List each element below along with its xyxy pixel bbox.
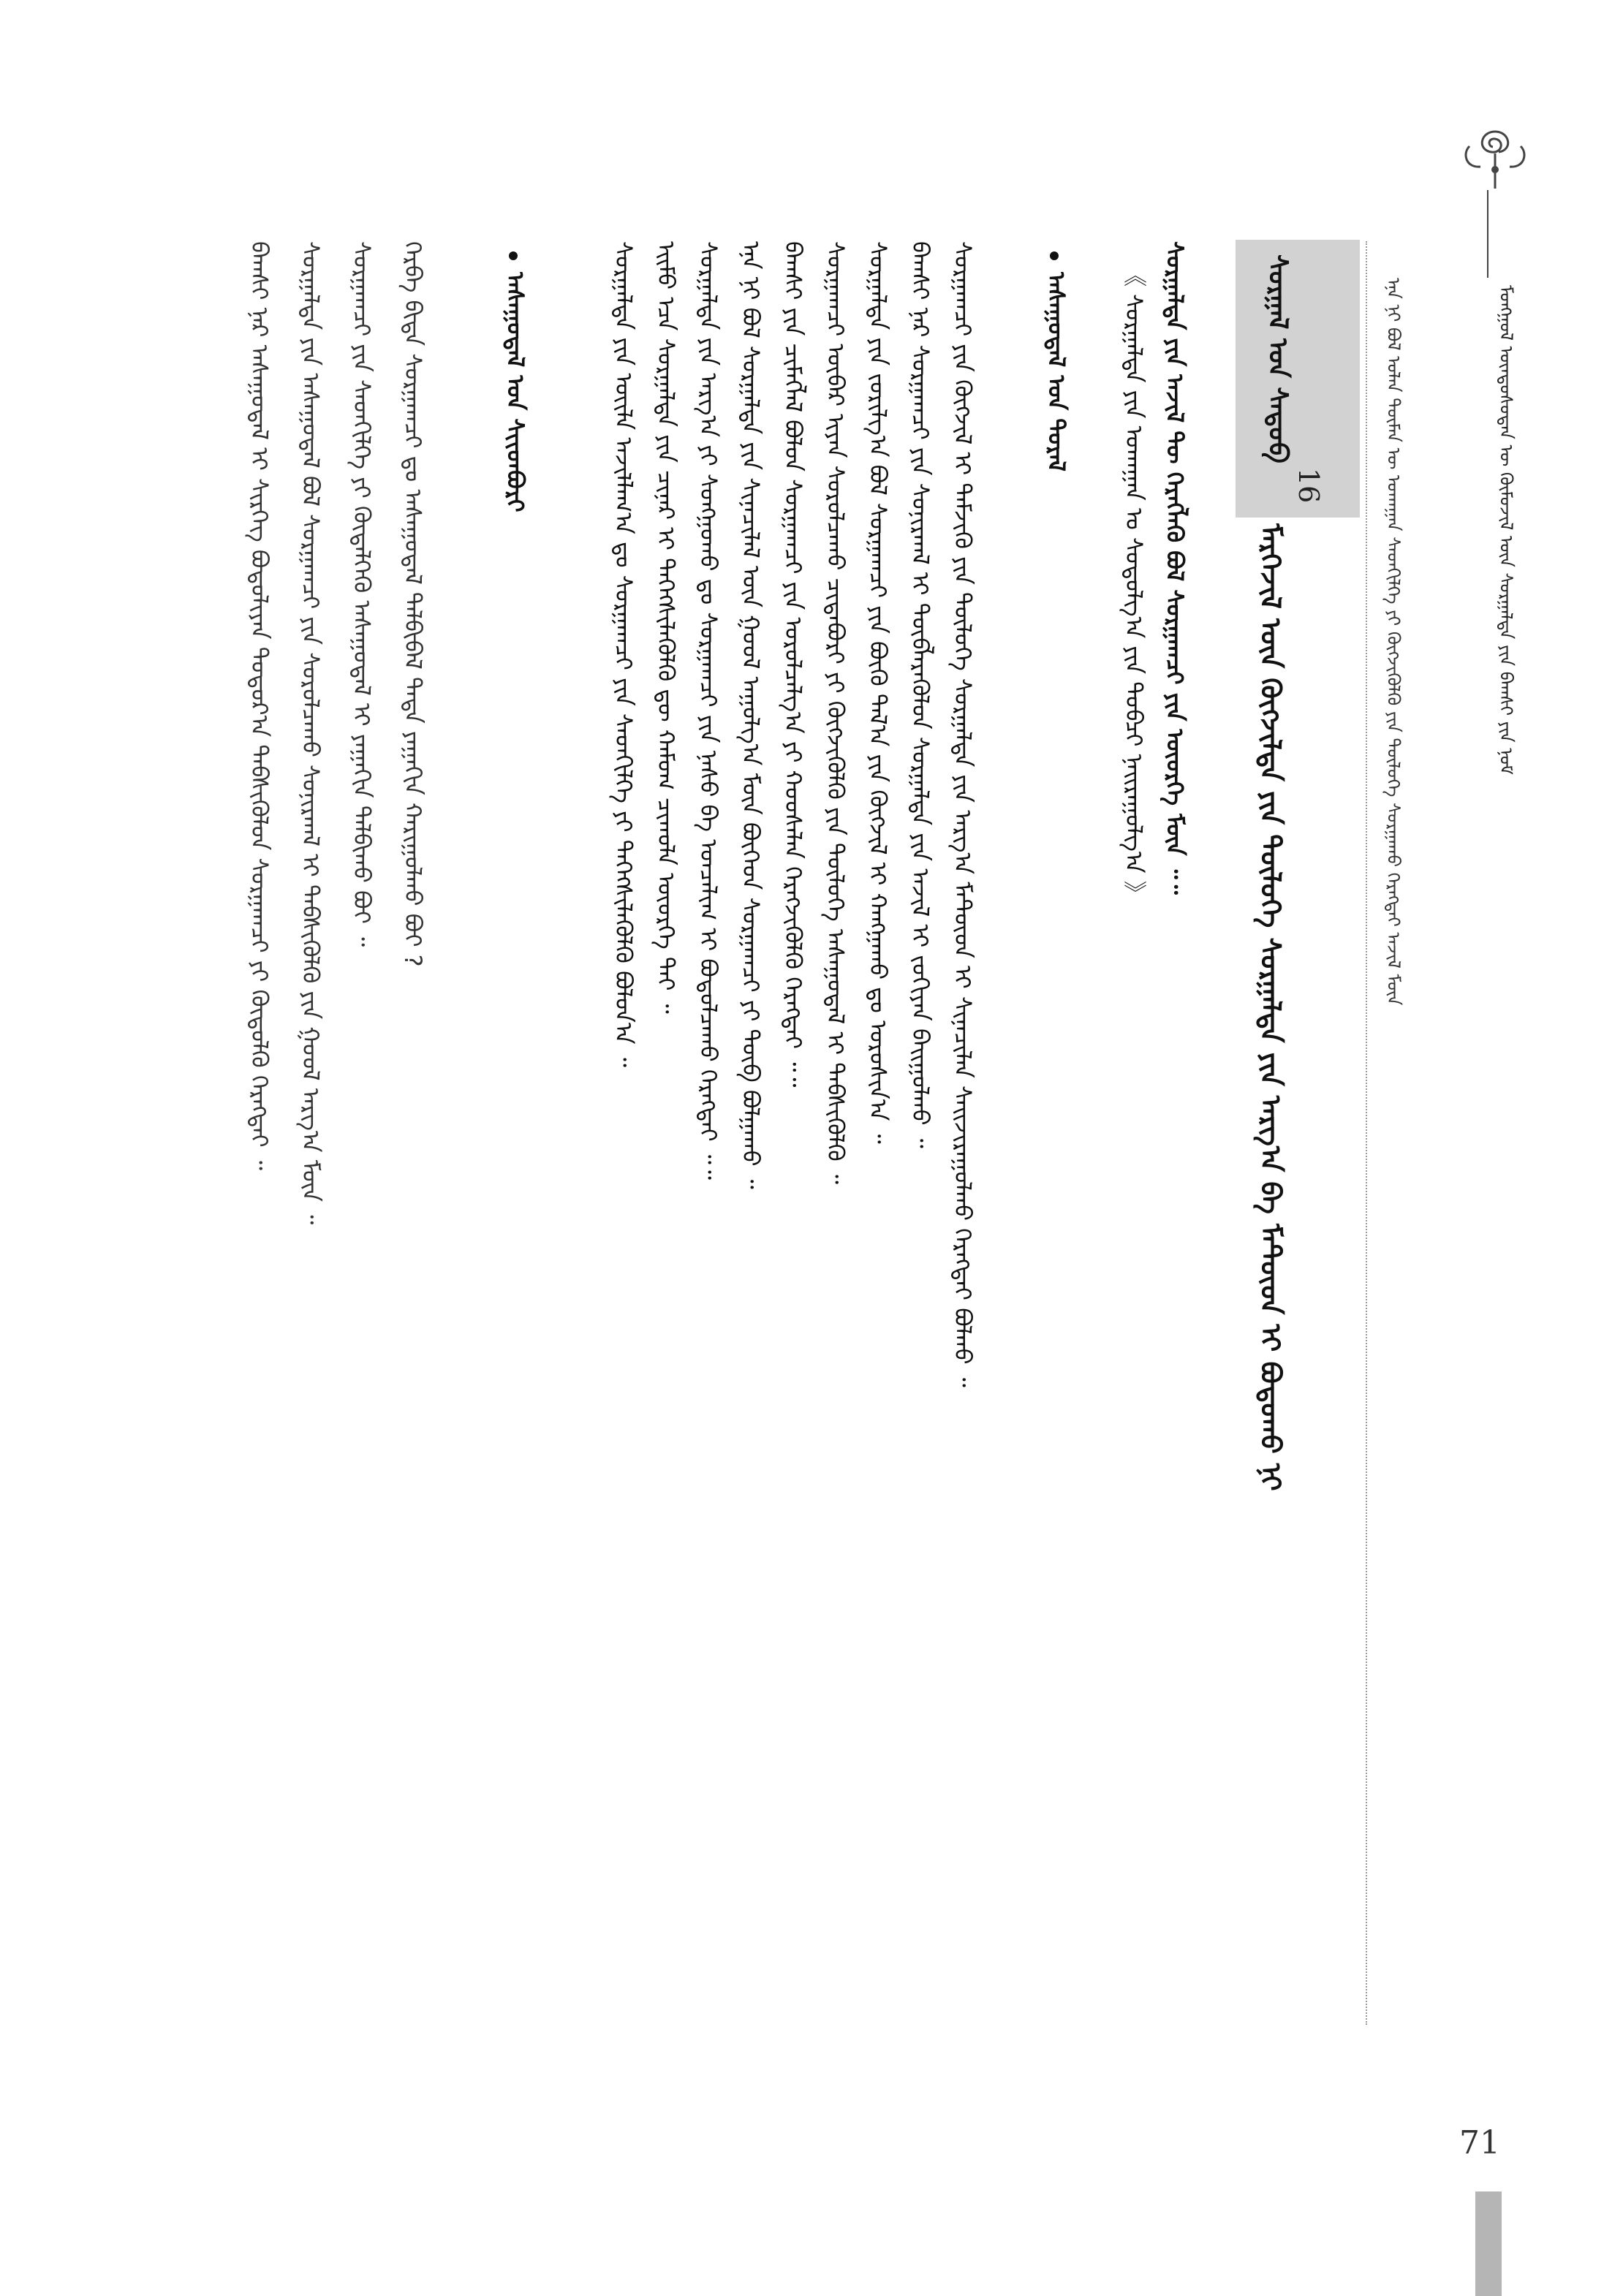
marginal-column: ᠡᠨᠡ ᠨᠢ ᠪᠣᠯ ᠣᠯᠠᠨ ᠲᠦᠮᠡᠨ ᠦ ᠤᠬᠠᠭᠠᠨ ᠰᠡᠳᠬᠢᠯᠭᠡ ᠶᠢ ᠬᠥᠭᠵᠢᠭᠦᠯᠬᠦ ᠶᠢᠨ ᠲᠥᠯᠥᠭᠡ ᠰᠤᠷᠭᠠᠬᠤ ᠬᠡᠷᠡᠭᠲᠡᠢ ᠠᠵᠢᠯ ᠮᠥᠨ xyxy=(1383,278,1404,1006)
body-line: ᠰᠤᠷᠭᠠᠯᠲᠠ ᠶᠢᠨ ᠵᠣᠷᠢᠯᠭ᠎ᠠ ᠪᠣᠯ ᠰᠤᠷᠭᠠᠭᠴᠢ ᠶᠢᠨ ᠪᠦᠬᠦ ᠲᠠᠯ᠎ᠠ ᠶᠢᠨ ᠬᠥᠭᠵᠢᠯ ᠢ ᠬᠠᠩᠭᠠᠬᠤ ᠳᠤ ᠣᠷᠣᠰᠢᠨ᠎ᠠ ᠃ xyxy=(864,241,892,1144)
body-line: ᠡᠢᠮᠦ ᠡᠴᠡ ᠰᠤᠷᠭᠠᠯᠲᠠ ᠶᠢᠨ ᠴᠢᠨᠠᠷ ᠢ ᠳᠡᠭᠡᠭᠰᠢᠯᠡᠭᠦᠯᠬᠦ ᠳᠦ ᠬᠠᠮᠤᠭ ᠴᠢᠬᠤᠯᠠ ᠦᠦᠷᠭᠡ ᠲᠠᠢ ᠃ xyxy=(652,241,680,1014)
subheading-bullet xyxy=(509,251,518,260)
body-line: ᠰᠤᠷᠭᠠᠭᠴᠢ ᠥᠪᠡᠷ ᠢᠶᠡᠨ ᠰᠤᠷᠤᠯᠴᠠᠬᠤ ᠴᠢᠳᠠᠪᠤᠷᠢ ᠶᠢ ᠬᠥᠭᠵᠢᠭᠦᠯᠬᠦ ᠶᠢᠨ ᠲᠥᠯᠥᠭᠡ ᠠᠰᠠᠭᠤᠳᠠᠯ ᠢ ᠳᠡᠪᠰᠢᠭᠦᠯᠬᠦ ᠃ xyxy=(822,241,850,1184)
body-line: ᠰᠤᠷᠭᠠᠯᠲᠠ ᠶᠢᠨ ᠠᠷᠭ᠎ᠠ ᠶᠢ ᠰᠣᠩᠭᠣᠬᠤ ᠳᠤ ᠰᠤᠷᠭᠠᠭᠴᠢ ᠶᠢᠨ ᠨᠠᠰᠤ ᠪᠠ ᠣᠨᠴᠠᠯᠢᠭ ᠢ ᠪᠣᠳᠣᠯᠴᠠᠬᠤ ᠬᠡᠷᠡᠭᠲᠡᠢ ᠃᠃ xyxy=(695,241,722,1180)
body-line: ᠰᠤᠷᠭᠠᠭᠴᠢ ᠶᠢᠨ ᠬᠥᠭᠵᠢᠯ ᠢ ᠳᠡᠮᠵᠢᠬᠦ ᠶᠢᠨ ᠲᠥᠯᠥᠭᠡ ᠰᠤᠷᠭᠠᠯᠲᠠ ᠶᠢᠨ ᠠᠷᠭ᠎ᠠ ᠮᠡᠲ᠋ᠦ᠋ᠳ ᠢ ᠰᠢᠨᠡᠴᠢᠯᠡᠨ ᠰᠠᠢᠵᠢᠷᠠᠭᠤᠯᠬᠤ ᠬᠡᠷᠡᠭᠲᠡᠢ ᠪᠣᠯᠬᠤ ᠃ xyxy=(949,241,977,1387)
header-ornament xyxy=(1455,124,1535,190)
page-number: 71 xyxy=(1459,2124,1500,2162)
subheading-second: ᠠᠰᠠᠭᠤᠳᠠᠯ ᠤᠨ ᠰᠢᠢᠳᠪᠦᠷᠢ xyxy=(502,272,529,512)
side-tab xyxy=(1475,2191,1502,2296)
body-line: ᠡᠨᠡ ᠨᠢ ᠪᠣᠯ ᠰᠤᠷᠭᠠᠯᠲᠠ ᠶᠢᠨ ᠰᠢᠨᠡᠴᠢᠯᠡᠯ ᠦᠨ ᠭᠣᠣᠯ ᠠᠭᠤᠯᠭ᠎ᠠ ᠮᠥᠨ ᠪᠥᠭᠡᠳ ᠰᠤᠷᠭᠠᠭᠴᠢ ᠶᠢ ᠲᠥᠪ ᠪᠣᠯᠭᠠᠬᠤ ᠃ xyxy=(737,241,765,1189)
subheading-bullet xyxy=(1050,251,1059,260)
subheading-first: ᠠᠰᠠᠭᠤᠳᠠᠯ ᠤᠨ ᠳᠤᠷᠠᠯ xyxy=(1043,272,1070,472)
section-number: 16 xyxy=(1293,468,1325,504)
column-divider xyxy=(1366,241,1367,2025)
running-header: ᠮᠣᠩᠭᠣᠯ ᠦᠨᠳᠦᠰᠦᠲᠡᠨ ᠦ ᠬᠦᠮᠦᠵᠢᠯ ᠦᠨ ᠰᠤᠷᠭᠠᠯᠲᠠ ᠶᠢᠨ ᠪᠠᠭᠰᠢ ᠶᠢᠨ ᠨᠣᠮ xyxy=(1496,285,1516,775)
body-line: ᠪᠠᠭᠰᠢ ᠶᠢᠨ ᠴᠢᠮᠡᠭᠯᠡᠯ ᠪᠣᠯᠤᠨ ᠰᠤᠷᠭᠠᠭᠴᠢ ᠶᠢᠨ ᠣᠷᠣᠯᠴᠠᠯᠭ᠎ᠠ ᠶᠢ ᠬᠣᠣᠰᠠᠯᠠᠨ ᠬᠡᠷᠡᠭᠵᠢᠭᠦᠯᠬᠦ ᠬᠡᠷᠡᠭᠲᠡᠢ ᠃᠃ xyxy=(779,241,807,1088)
question-line: ᠬᠡᠷᠪᠡ ᠪᠢᠳᠡ ᠰᠤᠷᠭᠠᠭᠴᠢ ᠳᠤ ᠠᠰᠠᠭᠤᠳᠠᠯ ᠲᠠᠯᠪᠢᠪᠠᠯ ᠲᠡᠳᠡ ᠶᠠᠭᠠᠬᠢᠨ ᠬᠠᠷᠢᠭᠤᠯᠬᠤ ᠪᠤᠢ ? xyxy=(399,241,427,967)
section-subtitle: ᠰᠤᠷᠭᠠᠯᠲᠠ ᠶᠢᠨ ᠠᠵᠢᠯ ᠲᠦ ᠬᠡᠷᠡᠭᠯᠡᠬᠦ ᠪᠣᠯ ᠰᠤᠷᠭᠠᠭᠴᠢ ᠶᠢᠨ ᠦᠦᠷᠭᠡ ᠮᠥᠨ ᠃᠃ xyxy=(1161,241,1189,895)
question-line: ᠰᠤᠷᠭᠠᠭᠴᠢ ᠶᠢᠨ ᠰᠡᠳᠬᠢᠯᠭᠡ ᠶᠢ ᠬᠥᠳᠡᠯᠭᠡᠬᠦ ᠠᠰᠠᠭᠤᠳᠠᠯ ᠢ ᠶᠠᠭᠠᠬᠢᠨ ᠲᠠᠯᠪᠢᠬᠤ ᠪᠤᠢ ᠃ xyxy=(348,241,376,947)
header-ornament-line xyxy=(1487,190,1488,278)
section-title: ᠮᠡᠷᠭᠡᠵᠢᠯ ᠦᠨ ᠬᠥᠭᠵᠢᠯᠲᠡ ᠶᠢᠨ ᠲᠥᠯᠥᠭᠡ ᠰᠤᠷᠭᠠᠯᠲᠠ ᠶᠢᠨ ᠠᠷᠭ᠎ᠠ ᠪᠠ ᠮᠡᠲ᠋ᠦ᠋ᠳ ᠢ ᠪᠣᠳᠣᠬᠤ ᠨᠢ xyxy=(1255,523,1287,1491)
body-line: ᠪᠠᠭᠰᠢ ᠨᠠᠷ ᠰᠤᠷᠭᠠᠭᠴᠢ ᠶᠢᠨ ᠰᠣᠨᠢᠷᠬᠠᠯ ᠢ ᠲᠥᠪᠯᠡᠷᠡᠭᠦᠯᠦᠨ ᠰᠤᠷᠭᠠᠯᠲᠠ ᠶᠢᠨ ᠠᠵᠢᠯ ᠢ ᠵᠣᠬᠢᠶᠠᠨ ᠪᠠᠢᠭᠤᠯᠬᠤ ᠃ xyxy=(907,241,934,1148)
section-label: ᠰᠤᠷᠭᠠᠯ ᠤᠨ ᠰᠡᠳᠦᠪ xyxy=(1263,254,1293,463)
section-quote: 《 ᠰᠤᠷᠭᠠᠯᠲᠠ ᠶᠢᠨ ᠤᠬᠠᠭᠠᠨ ᠤ ᠰᠤᠳᠤᠯᠭ᠎ᠠ ᠶᠢᠨ ᠲᠣᠪᠴᠢ ᠨᠠᠢᠷᠠᠭᠤᠯᠭ᠎ᠠ 》 xyxy=(1120,263,1148,904)
question-line: ᠰᠤᠷᠭᠠᠯᠲᠠ ᠶᠢᠨ ᠠᠰᠠᠭᠤᠳᠠᠯ ᠪᠣᠯ ᠰᠤᠷᠭᠠᠭᠴᠢ ᠶᠢᠨ ᠰᠤᠷᠤᠯᠴᠠᠬᠤ ᠰᠣᠨᠢᠷᠬᠠᠯ ᠢ ᠳᠡᠪᠰᠢᠭᠦᠯᠬᠦ ᠶᠢᠨ ᠭᠣᠣᠯ ᠠᠷᠭ᠎ᠠ ᠮᠥᠨ ᠃ xyxy=(297,241,325,1225)
body-line: ᠰᠤᠷᠭᠠᠯᠲᠠ ᠶᠢᠨ ᠦᠢᠯᠡ ᠠᠵᠢᠯᠯᠠᠭ᠎ᠠ ᠳᠤ ᠰᠤᠷᠭᠠᠭᠴᠢ ᠶᠢᠨ ᠰᠡᠳᠬᠢᠯᠭᠡ ᠶᠢ ᠳᠡᠭᠡᠭᠰᠢᠯᠡᠭᠦᠯᠬᠦ ᠪᠣᠯᠤᠨ᠎ᠠ ᠃ xyxy=(610,241,638,1067)
question-line: ᠪᠠᠭᠰᠢ ᠨᠠᠷ ᠠᠰᠠᠭᠤᠳᠠᠯ ᠢ ᠰᠢᠷᠬᠡᠭ ᠪᠣᠳᠣᠯᠢᠶᠠᠨ ᠳᠣᠲᠣᠷ᠎ᠠ ᠳᠡᠪᠰᠢᠭᠦᠯᠦᠨ ᠰᠤᠷᠭᠠᠭᠴᠢ ᠶᠢ ᠬᠥᠲᠥᠯᠬᠦ ᠬᠡᠷᠡᠭᠲᠡᠢ ᠃ xyxy=(246,241,273,1170)
